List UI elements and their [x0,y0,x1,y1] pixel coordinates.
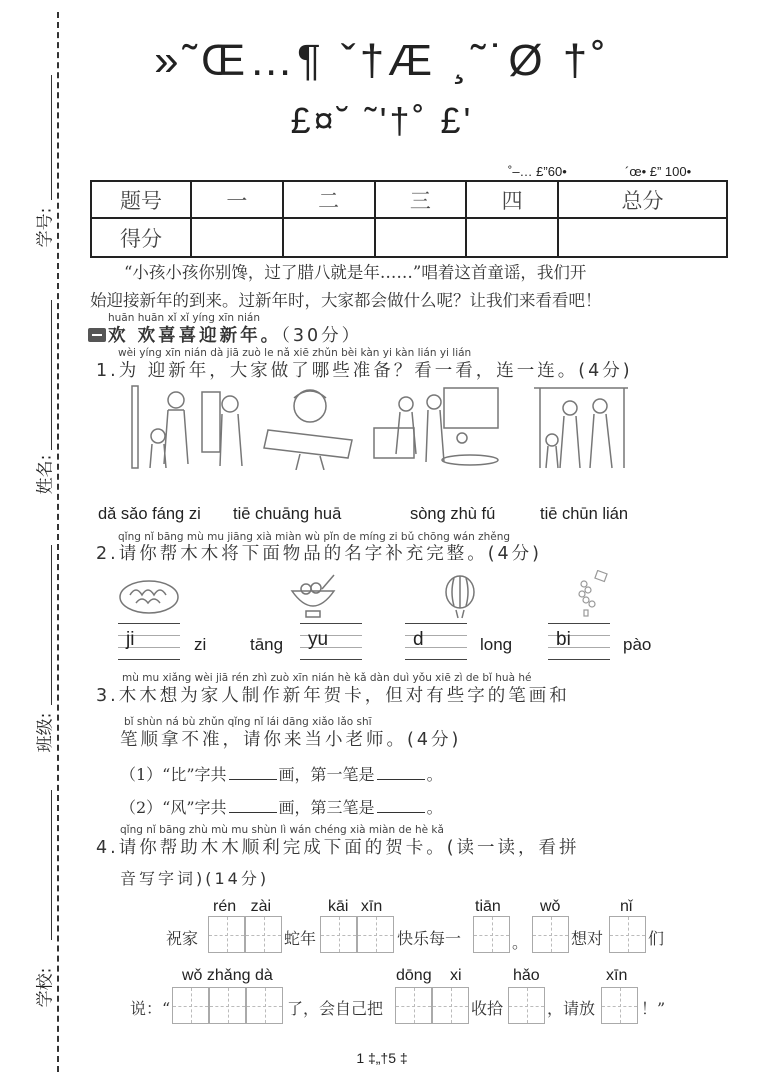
header-cell: 题号 [91,181,191,218]
answer-text: yu [308,629,329,650]
section1-pinyin: huān huān xǐ xǐ yíng xīn nián [108,312,260,324]
section-number-icon [88,328,106,342]
write-box[interactable] [209,987,246,1024]
q4-r2-text-4: ，请放 [547,999,596,1018]
header-cell: 四 [466,181,558,218]
section1-heading [88,322,362,347]
q4-r2-text-2: 了，会自己把 [287,999,384,1018]
parents-window-decoration-icon [530,384,632,470]
score-row [91,218,727,257]
couple-posting-couplets-icon [126,384,252,470]
score-cell[interactable] [191,218,283,257]
q2-item4-after: pào [623,635,652,654]
answer-text: ji [126,629,135,650]
q4-text-2: 音写字词)(14分) [120,869,270,888]
q2-writing-line-2[interactable] [300,623,362,661]
q4-r1-text-4: 。 [512,933,529,952]
q1-text: 1.为 迎新年，大家做了哪些准备？看一看，连一连。(4分) [96,361,633,381]
tangyuan-bowl-icon [288,573,338,619]
score-cell[interactable] [466,218,558,257]
q2-writing-line-4[interactable] [548,623,610,661]
q4-r1-pinyin-5: nǐ [620,898,633,915]
q1-option-1[interactable]: dǎ sǎo fáng zi [98,505,201,523]
q4-text-1: 4.请你帮助木木顺利完成下面的贺卡。(读一读，看拼 [96,838,580,858]
side-field-student-id [14,60,56,248]
binding-dashed-line [57,12,59,1072]
write-box[interactable] [532,916,569,953]
write-box[interactable] [208,916,245,953]
family-cleaning-icon [370,384,502,470]
q4-r1-pinyin-4: wǒ [540,898,561,915]
answer-blank[interactable] [377,812,425,813]
q3-text-1: 3.木木想为家人制作新年贺卡，但对有些字的笔画和 [96,686,570,706]
header-cell: 一 [191,181,283,218]
sub-text: 画，第一笔是 [278,765,375,784]
q2-item3-after: long [480,635,513,654]
write-box[interactable] [246,987,283,1024]
write-box[interactable] [357,916,394,953]
q3-pinyin-2: bǐ shùn ná bù zhǔn qǐng nǐ lái dāng xiǎo lǎo shī [124,716,372,728]
side-field-name [14,290,56,495]
q4-r2-text-3: 收拾 [471,999,504,1018]
score-cell[interactable] [375,218,467,257]
q2-item2-before: tāng [250,635,284,654]
q2-item1-after: zi [194,635,207,654]
q1-option-2[interactable]: tiē chuāng huā [233,505,342,523]
q3-pinyin-1: mù mu xiǎng wèi jiā rén zhì zuò xīn nián hè kǎ dàn duì yǒu xiē zì de bǐ huà hé [122,672,532,684]
section1-points: （30分） [281,326,363,346]
q3-sub1 [120,762,443,785]
write-box[interactable] [609,916,646,953]
answer-text: bi [556,629,571,650]
score-cell[interactable] [283,218,375,257]
exam-total-score: ´œ• £” 100• [625,164,692,179]
side-field-school [14,780,56,1008]
header-cell: 总分 [558,181,727,218]
write-box[interactable] [395,987,432,1024]
q2-pinyin: qǐng nǐ bāng mù mu jiāng xià miàn wù pǐn de míng zi bǔ chōng wán zhěng [118,531,511,543]
q4-r2-pinyin-1: wǒ zhǎng dà [182,967,273,984]
q4-r1-text-5: 想对 [571,929,604,948]
exam-time: ˚–… £”60• [508,164,567,179]
header-cell: 三 [375,181,467,218]
q1-pinyin: wèi yíng xīn nián dà jiā zuò le nǎ xiē zhǔn bèi kàn yi kàn lián yi lián [118,347,472,359]
q4-r1-text-3: 快乐每一 [397,929,462,948]
answer-text: d [413,629,424,650]
sub-text: 。 [426,798,443,817]
write-box[interactable] [245,916,282,953]
score-table-header [91,181,727,218]
answer-blank[interactable] [377,779,425,780]
q4-r2-pinyin-4: xīn [606,967,628,984]
side-field-class [14,540,54,760]
q2-writing-line-3[interactable] [405,623,467,661]
intro-line-1: “小孩小孩你别馋，过了腊八就是年……”唱着这首童谣，我们开 [124,263,587,282]
score-table [90,180,728,258]
write-box[interactable] [601,987,638,1024]
section1-title: 欢 欢喜喜迎新年。 [108,326,282,346]
field-label: 班级: [35,712,56,753]
q4-r1-text-1: 祝家 [166,929,199,948]
q2-writing-line-1[interactable] [118,623,180,661]
exam-subtitle: £¤˘ ˜'†˚ £' [290,100,474,141]
exam-title: »˜Œ…¶ ˇ†Æ ¸˜˙Ø †˚ [154,36,610,85]
write-box[interactable] [172,987,209,1024]
q4-pinyin: qǐng nǐ bāng zhù mù mu shùn lì wán chéng xià miàn de hè kǎ [120,824,444,836]
page-number: 1 ‡„†5 ‡ [356,1050,408,1066]
dumplings-icon [118,573,180,617]
q3-sub2 [120,795,443,818]
field-line [51,545,52,705]
q4-r1-text-2: 蛇年 [284,929,317,948]
q4-r2-pinyin-3: hǎo [513,967,540,984]
lantern-icon [444,572,476,620]
field-label: 学校: [35,967,56,1008]
field-line [51,790,52,940]
sub-text: （1）“比”字共 [120,765,227,784]
q4-r2-text-5: ！” [641,999,666,1018]
write-box[interactable] [432,987,469,1024]
score-cell[interactable] [558,218,727,257]
write-box[interactable] [320,916,357,953]
child-holding-scroll-icon [260,384,362,470]
sub-text: （2）“风”字共 [120,798,227,817]
answer-blank[interactable] [229,812,277,813]
write-box[interactable] [508,987,545,1024]
q1-option-3[interactable]: sòng zhù fú [410,505,496,523]
q2-text: 2.请你帮木木将下面物品的名字补充完整。(4分) [96,544,542,564]
q3-text-2: 笔顺拿不准，请你来当小老师。(4分) [120,730,462,750]
q4-r1-text-6: 们 [648,929,665,948]
q1-option-4[interactable]: tiē chūn lián [540,505,629,523]
write-box[interactable] [473,916,510,953]
header-cell: 二 [283,181,375,218]
row-label: 得分 [91,218,191,257]
intro-line-2: 始迎接新年的到来。过新年时，大家都会做什么呢？让我们来看看吧！ [90,291,602,310]
field-label: 学号: [35,207,56,248]
field-line [51,300,52,450]
firecrackers-icon [574,570,610,620]
field-label: 姓名: [35,454,56,495]
sub-text: 画，第三笔是 [278,798,375,817]
q4-r1-pinyin-2: kāi xīn [328,898,383,915]
q4-r1-pinyin-3: tiān [475,898,501,915]
q4-r2-text-1: 说：“ [130,999,171,1018]
q4-r2-pinyin-2: dōng xi [396,967,462,984]
sub-text: 。 [426,765,443,784]
q4-r1-pinyin-1: rén zài [213,898,272,915]
answer-blank[interactable] [229,779,277,780]
